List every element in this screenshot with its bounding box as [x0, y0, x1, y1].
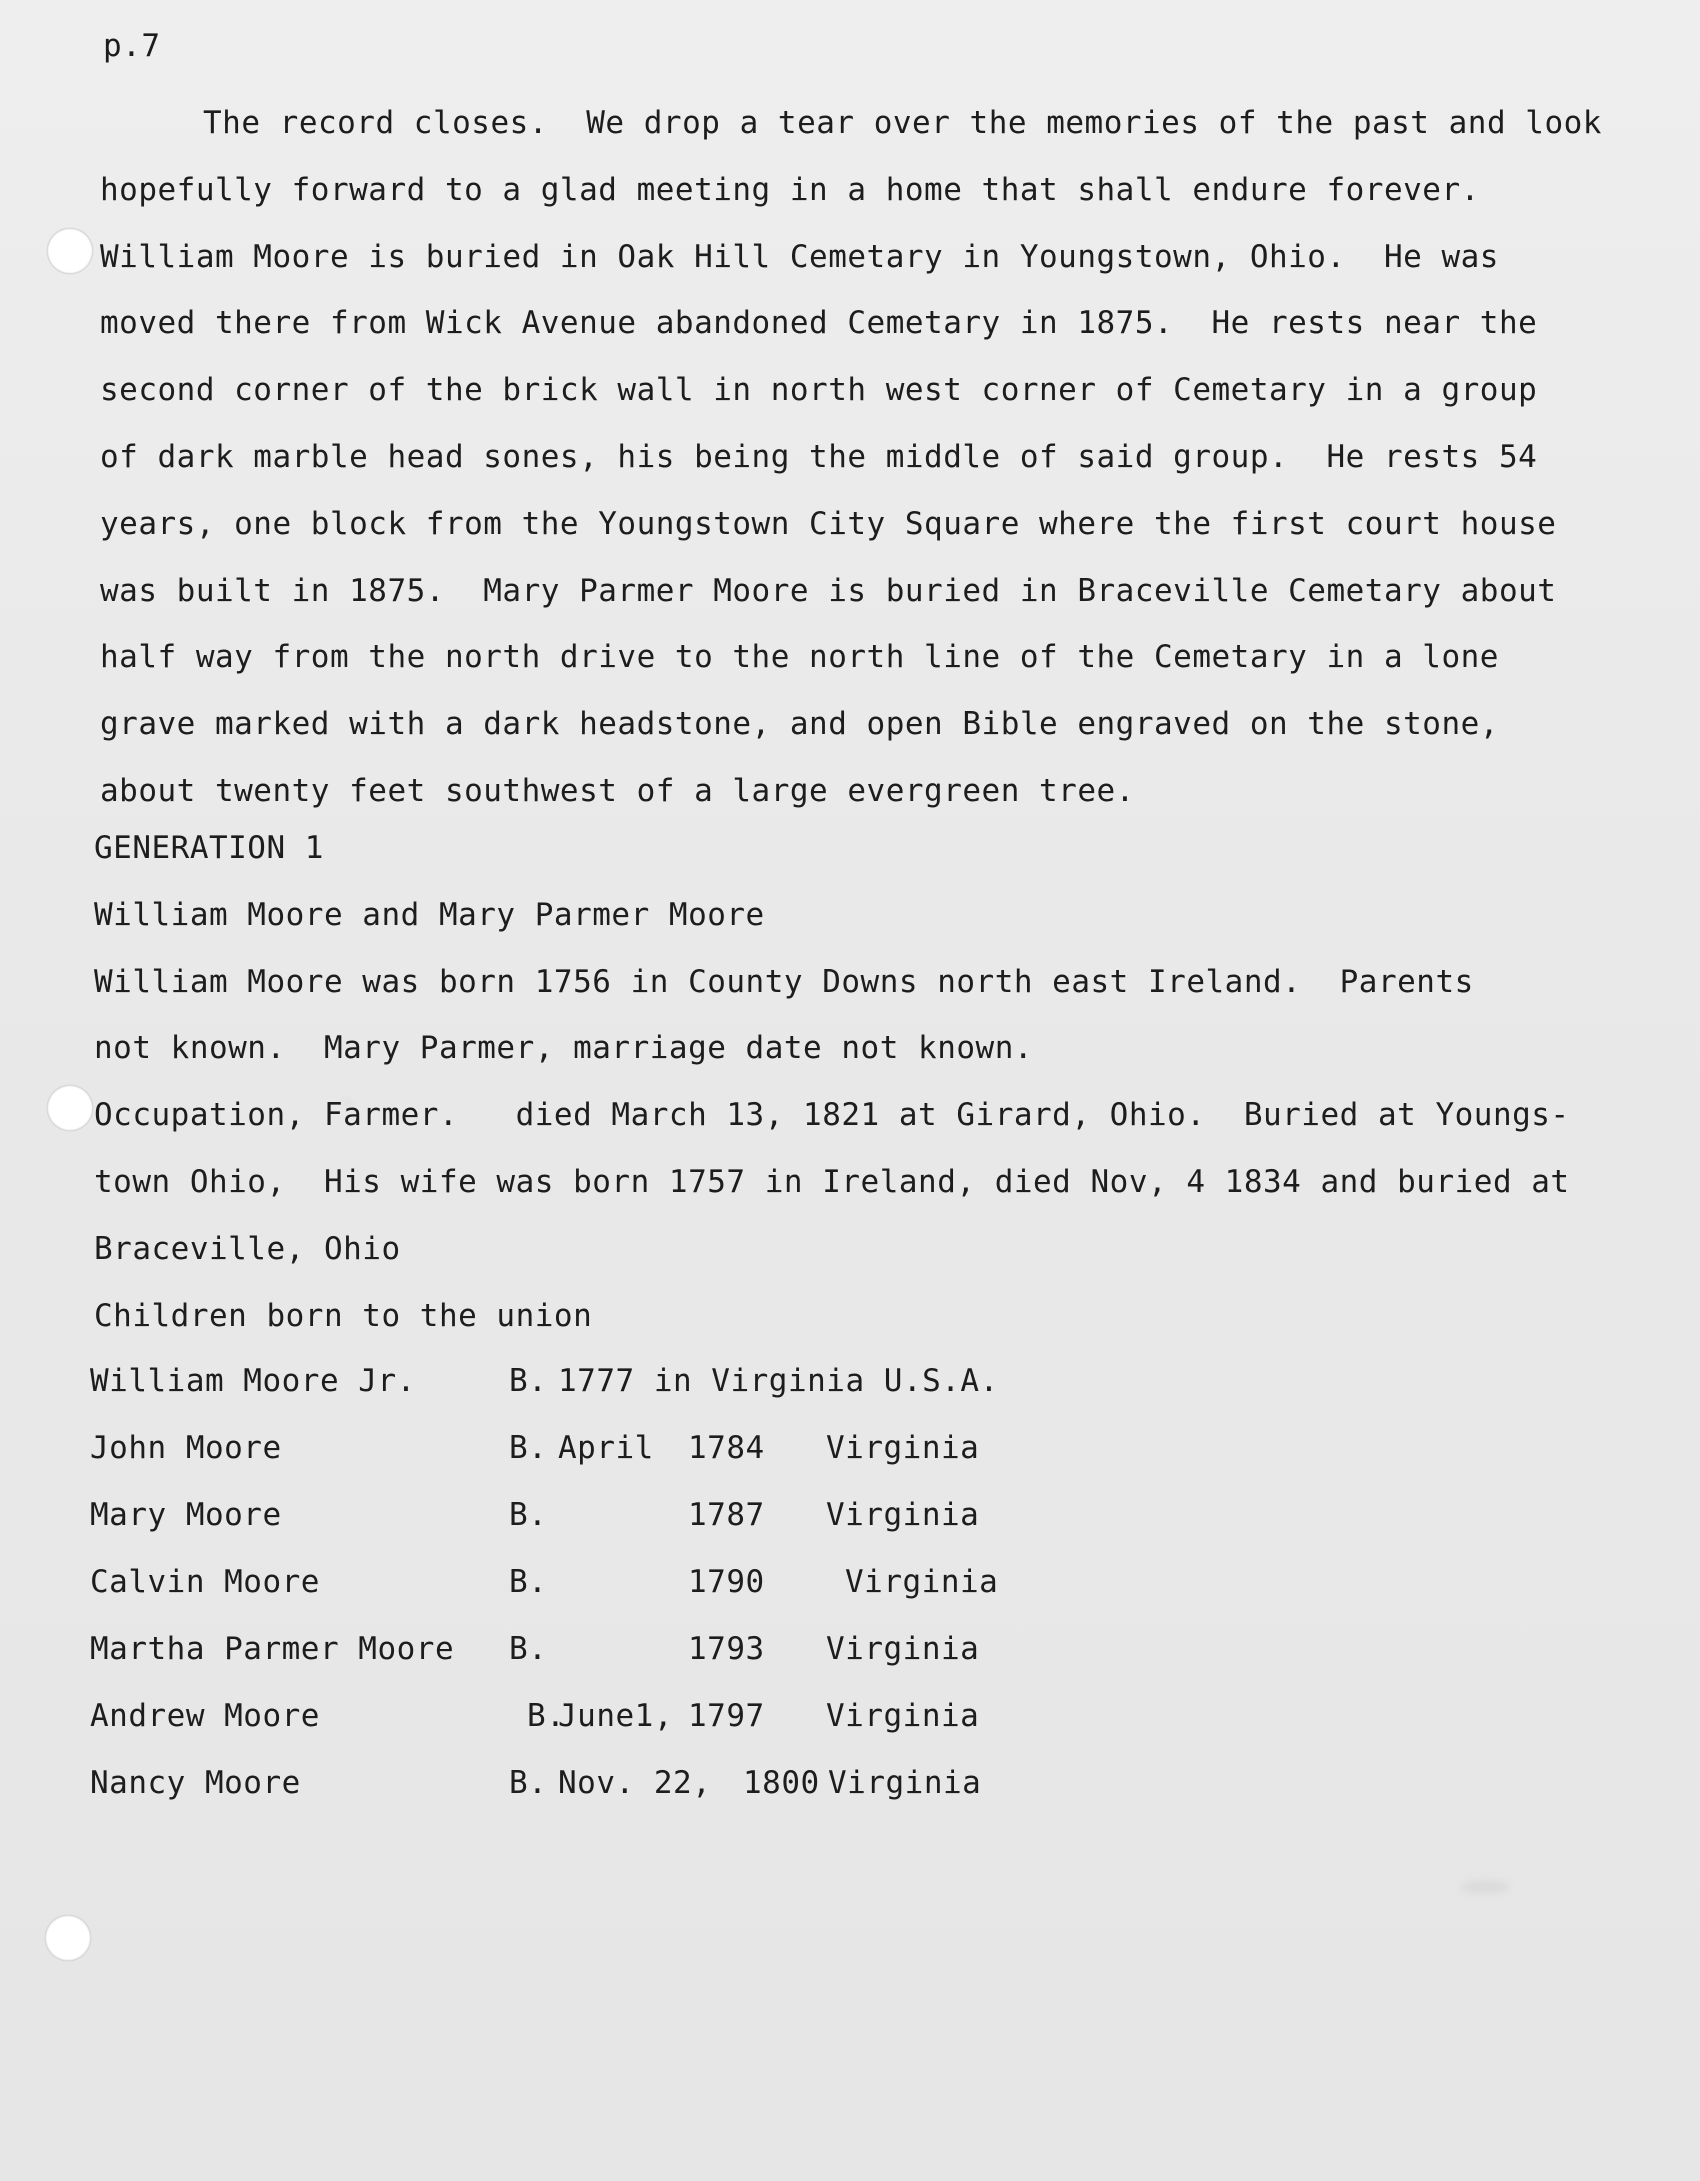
- child-name: Calvin Moore: [90, 1564, 320, 1600]
- child-born-label: B.: [509, 1430, 548, 1466]
- bio-line: not known. Mary Parmer, marriage date not known.: [94, 1030, 1034, 1067]
- children-heading: Children born to the union: [94, 1297, 593, 1334]
- child-birth-year: 1793: [688, 1631, 765, 1667]
- child-born-label: B.: [509, 1564, 548, 1600]
- child-born-label: B.: [509, 1497, 548, 1533]
- punch-hole: [47, 228, 93, 274]
- punch-hole: [47, 1085, 93, 1131]
- child-birth-place: Virginia: [826, 1698, 980, 1734]
- generation-section: [94, 815, 1674, 1349]
- page-number: p.7: [103, 28, 161, 64]
- child-row: [90, 1482, 1190, 1549]
- couple-heading: William Moore and Mary Parmer Moore: [94, 896, 765, 933]
- child-birth-year: 1790: [688, 1564, 765, 1600]
- generation-heading: GENERATION 1: [94, 830, 324, 866]
- child-name: Mary Moore: [90, 1497, 282, 1533]
- child-row: [90, 1549, 1190, 1616]
- bio-line: Occupation, Farmer. died March 13, 1821 at Girard, Ohio. Buried at Youngs-: [94, 1097, 1570, 1134]
- paper-smudge: [1460, 1880, 1510, 1894]
- child-birth-date: April: [558, 1430, 654, 1466]
- intro-line: second corner of the brick wall in north west corner of Cemetary in a group: [100, 372, 1538, 409]
- intro-line: about twenty feet southwest of a large evergreen tree.: [100, 772, 1135, 809]
- bio-line: William Moore was born 1756 in County Downs north east Ireland. Parents: [94, 963, 1474, 1000]
- child-name: Andrew Moore: [90, 1698, 320, 1734]
- child-row: [90, 1683, 1190, 1750]
- bio-line: Braceville, Ohio: [94, 1230, 401, 1267]
- intro-line: was built in 1875. Mary Parmer Moore is buried in Braceville Cemetary about: [100, 572, 1557, 609]
- child-birth-year: 1784: [688, 1430, 765, 1466]
- child-birth-year: 1787: [688, 1497, 765, 1533]
- intro-line: hopefully forward to a glad meeting in a home that shall endure forever.: [100, 171, 1480, 208]
- child-birth-place: Virginia: [828, 1765, 982, 1801]
- intro-line: of dark marble head sones, his being the middle of said group. He rests 54: [100, 438, 1538, 475]
- child-birth-year: 1800: [743, 1765, 820, 1801]
- child-born-label: B.: [509, 1363, 548, 1399]
- children-list: [90, 1348, 1190, 1817]
- intro-line: years, one block from the Youngstown City Square where the first court house: [100, 505, 1557, 542]
- child-born-label: B.: [527, 1698, 566, 1734]
- child-birth-date: June1,: [558, 1698, 673, 1734]
- child-name: Nancy Moore: [90, 1765, 301, 1801]
- child-birth-place: Virginia: [826, 1430, 980, 1466]
- child-birth-place: Virginia: [826, 1631, 980, 1667]
- child-name: Martha Parmer Moore: [90, 1631, 455, 1667]
- child-name: John Moore: [90, 1430, 282, 1466]
- child-born-label: B.: [509, 1765, 548, 1801]
- child-born-label: B.: [509, 1631, 548, 1667]
- child-row: [90, 1750, 1190, 1817]
- intro-paragraph: [100, 90, 1660, 825]
- child-birth-date: 1777 in Virginia U.S.A.: [558, 1363, 999, 1399]
- child-row: [90, 1415, 1190, 1482]
- child-birth-year: 1797: [688, 1698, 765, 1734]
- intro-line: half way from the north drive to the north line of the Cemetary in a lone: [100, 639, 1499, 676]
- child-birth-place: Virginia: [826, 1497, 980, 1533]
- child-row: [90, 1348, 1190, 1415]
- child-name: William Moore Jr.: [90, 1363, 416, 1399]
- child-row: [90, 1616, 1190, 1683]
- bio-line: town Ohio, His wife was born 1757 in Ireland, died Nov, 4 1834 and buried at: [94, 1163, 1570, 1200]
- punch-hole: [45, 1915, 91, 1961]
- intro-line: The record closes. We drop a tear over the memories of the past and look: [203, 105, 1602, 141]
- intro-line: moved there from Wick Avenue abandoned Cemetary in 1875. He rests near the: [100, 305, 1538, 342]
- child-birth-place: Virginia: [845, 1564, 999, 1600]
- child-birth-date: Nov. 22,: [558, 1765, 712, 1801]
- intro-line: grave marked with a dark headstone, and open Bible engraved on the stone,: [100, 706, 1499, 743]
- intro-line: William Moore is buried in Oak Hill Cemetary in Youngstown, Ohio. He was: [100, 238, 1499, 275]
